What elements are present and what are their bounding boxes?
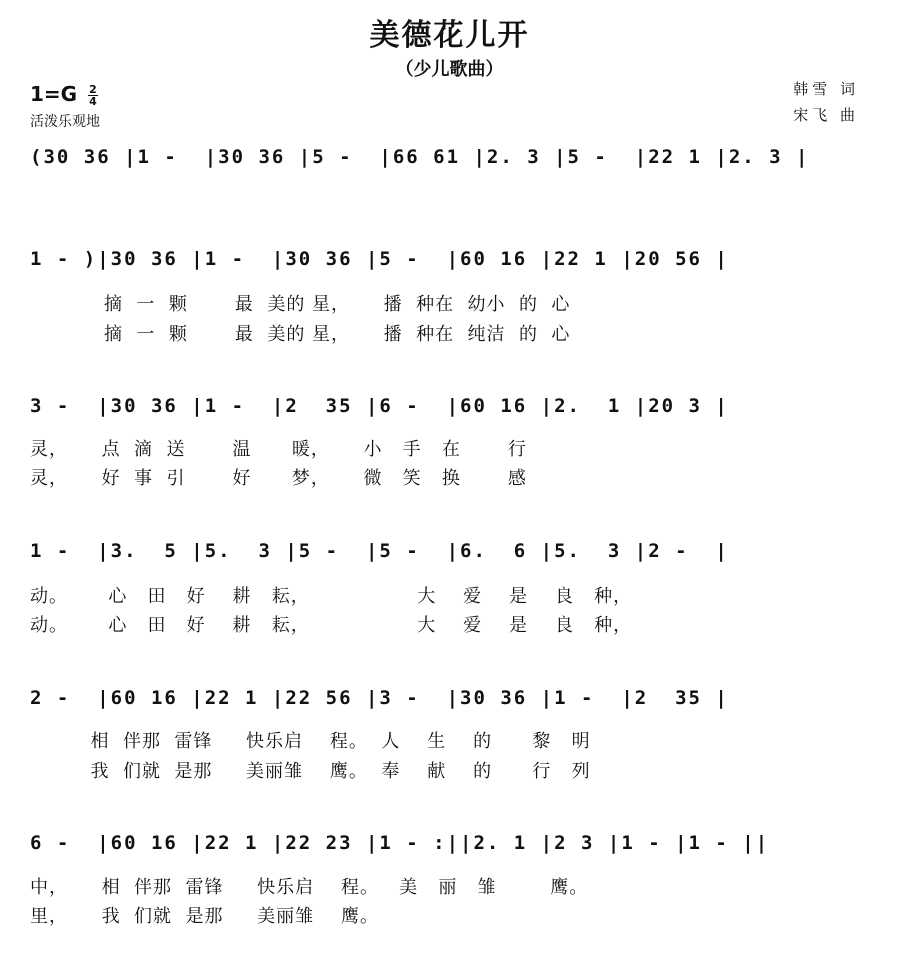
lyrics-verse1-row-2: 摘 一 颗 最 美的 星， 播 种在 幼小 的 心 [30,294,571,315]
notation-row-3: 3 - |30 36 |1 - |2 35 |6 - |60 16 |2. 1 |20 3 | [30,395,729,417]
notation-row-4: 1 - |3. 5 |5. 3 |5 - |5 - |6. 6 |5. 3 |2 - | [30,540,729,562]
lyrics-verse1-row-5: 相 伴那 雷锋 快乐启 程。 人 生 的 黎 明 [30,731,591,752]
notation-row-5: 2 - |60 16 |22 1 |22 56 |3 - |30 36 |1 - |2 35 | [30,687,729,709]
lyrics-verse1-row-3: 灵， 点 滴 送 温 暖， 小 手 在 行 [30,439,527,460]
composer-credit: 宋飞 曲 [793,106,859,124]
lyricist-credit: 韩雪 词 [793,80,859,98]
lyrics-verse2-row-4: 动。 心 田 好 耕 耘， 大 爱 是 良 种， [30,615,633,636]
time-numerator: 2 [89,83,97,96]
time-denominator: 4 [89,95,97,108]
lyrics-verse2-row-2: 摘 一 颗 最 美的 星， 播 种在 纯洁 的 心 [30,324,571,345]
lyrics-verse2-row-3: 灵， 好 事 引 好 梦， 微 笑 换 感 [30,468,527,489]
key-signature [30,82,98,107]
song-title: 美德花儿开 [369,18,530,53]
lyrics-verse1-row-4: 动。 心 田 好 耕 耘， 大 爱 是 良 种， [30,586,633,607]
notation-row-6: 6 - |60 16 |22 1 |22 23 |1 - :||2. 1 |2 3 |1 - |1 - || [30,832,770,854]
time-signature [88,84,98,107]
notation-row-1: (30 36 |1 - |30 36 |5 - |66 61 |2. 3 |5 - |22 1 |2. 3 | [30,146,810,168]
notation-row-2: 1 - )|30 36 |1 - |30 36 |5 - |60 16 |22 1 |20 56 | [30,248,729,270]
lyrics-verse2-row-5: 我 们就 是那 美丽雏 鹰。 奉 献 的 行 列 [30,761,591,782]
lyrics-verse2-row-6: 里， 我 们就 是那 美丽雏 鹰。 [30,906,379,927]
tempo-marking: 活泼乐观地 [30,114,100,130]
lyrics-verse1-row-6: 中， 相 伴那 雷锋 快乐启 程。 美 丽 雏 鹰。 [30,877,589,898]
song-subtitle: （少儿歌曲） [395,59,504,80]
key-label: 1=G [30,82,78,106]
